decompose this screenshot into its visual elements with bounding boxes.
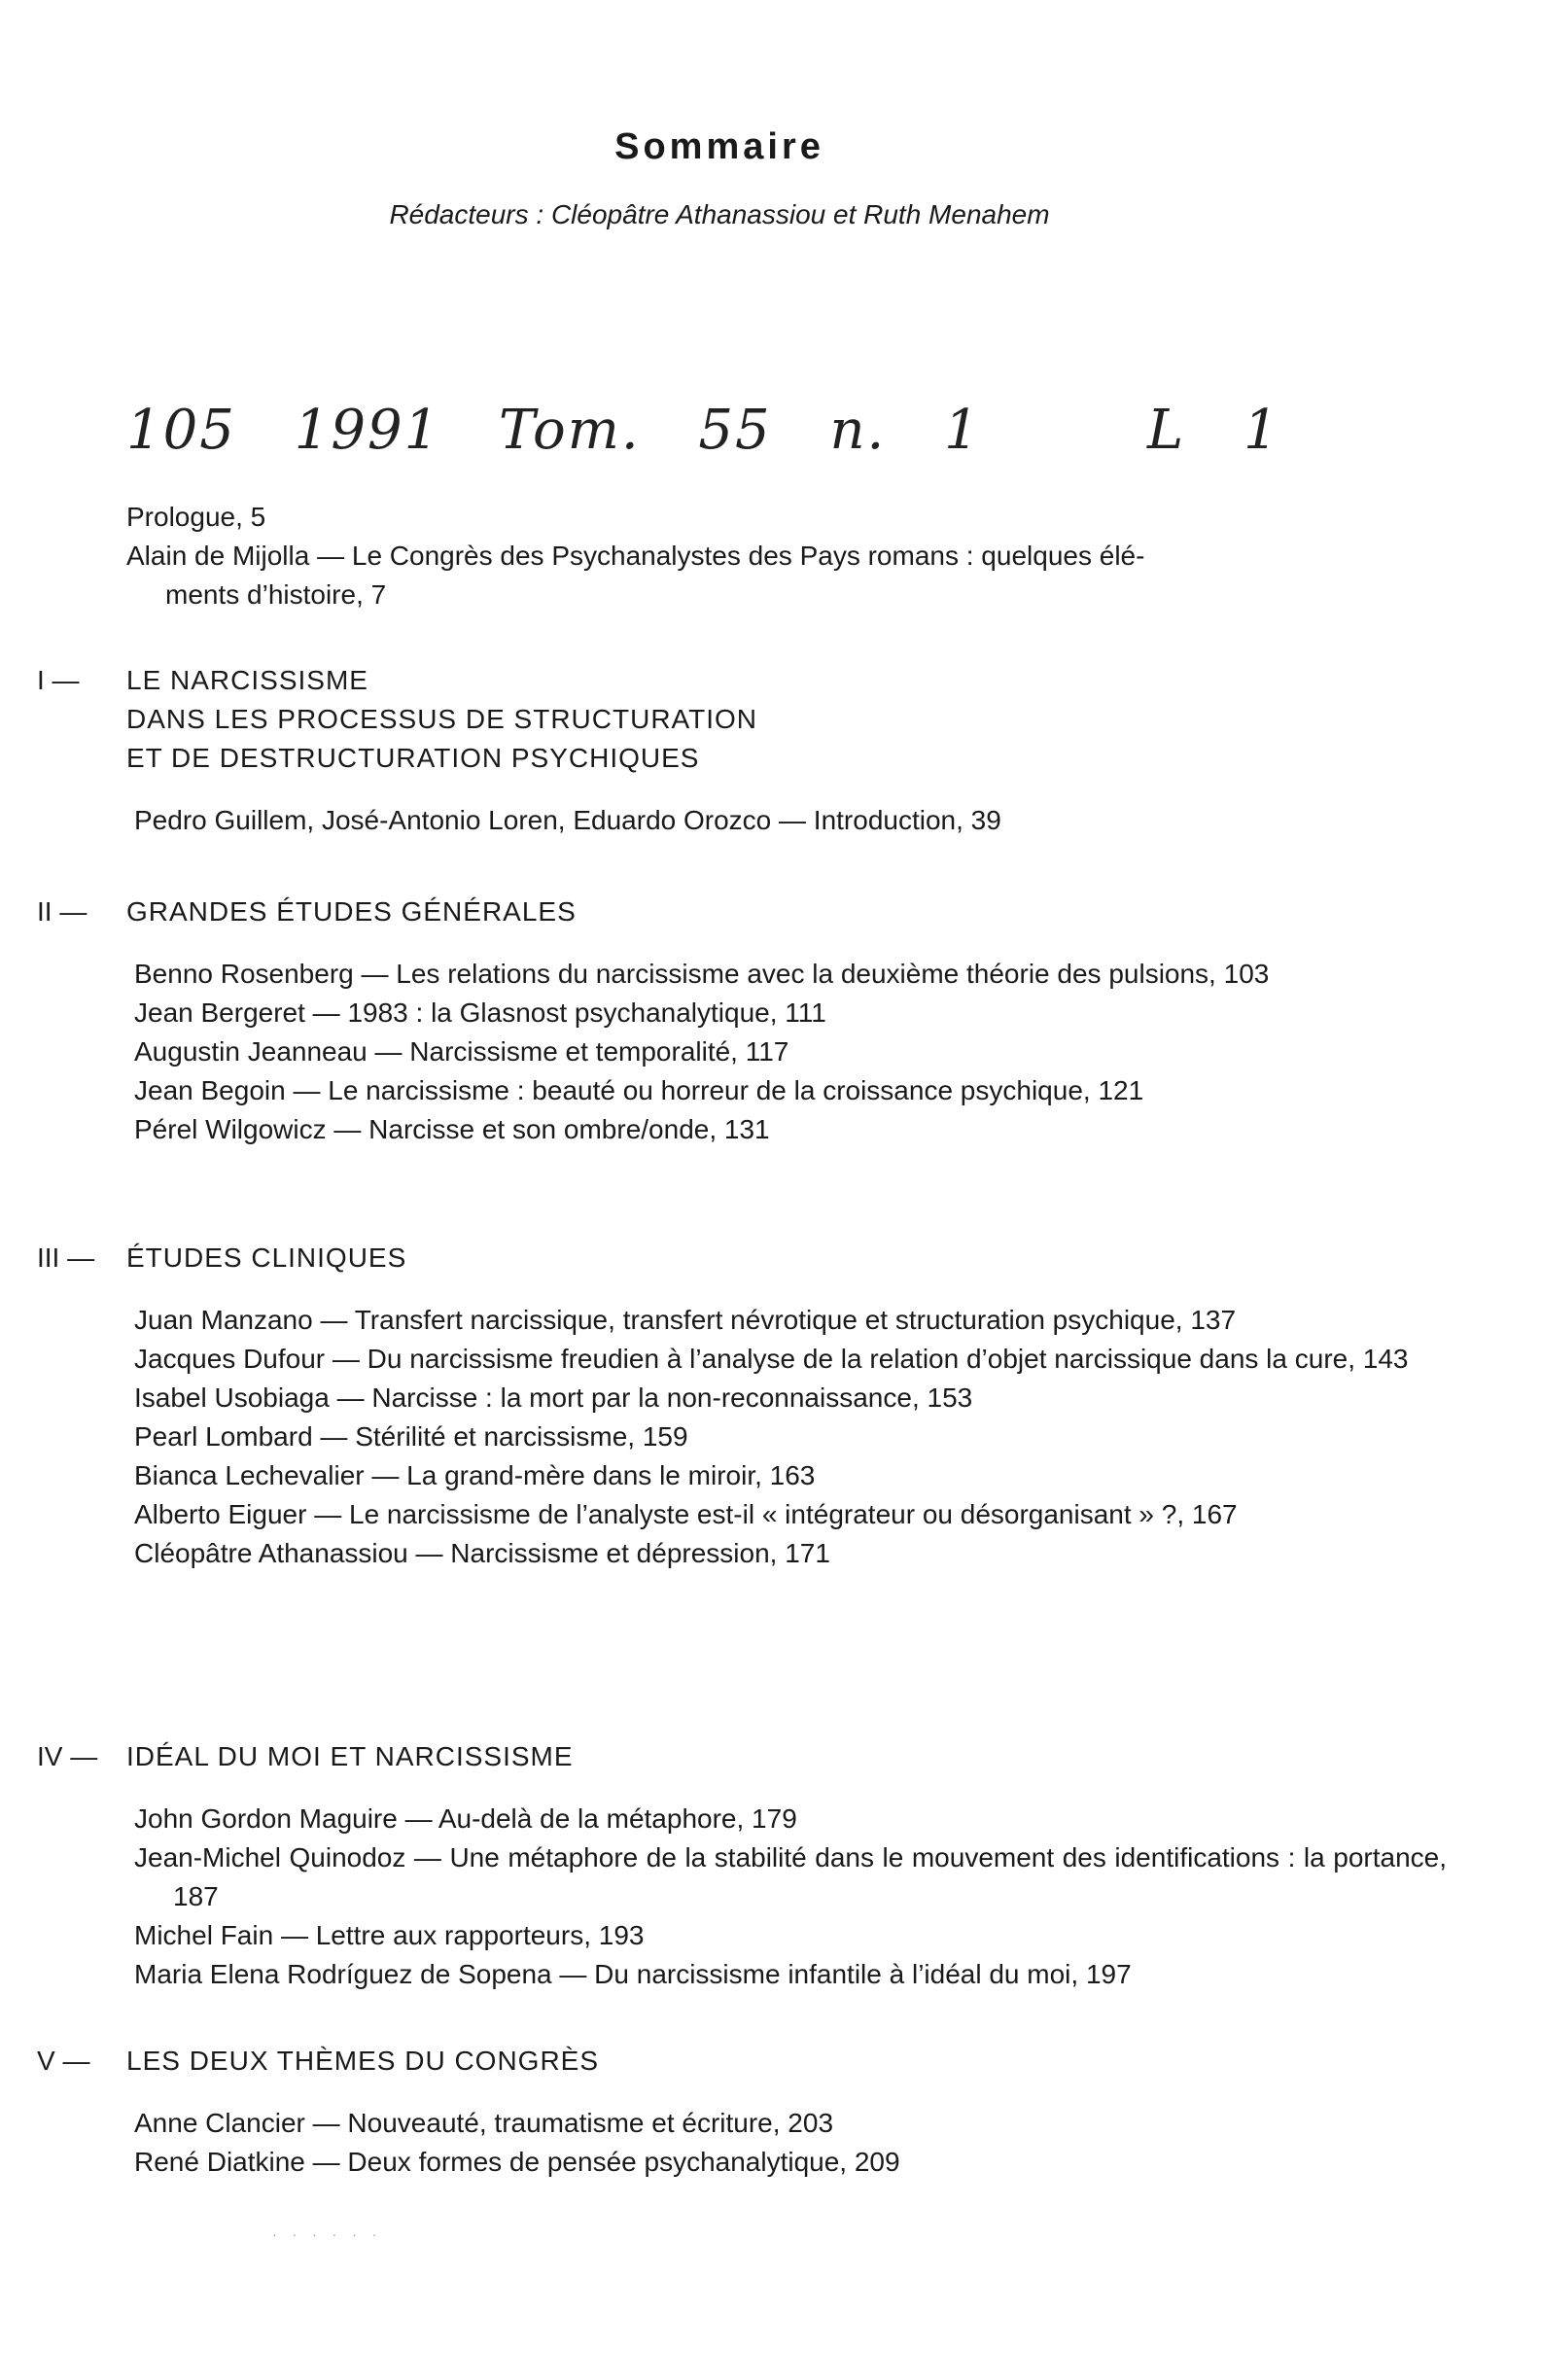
section-title	[126, 1239, 406, 1278]
toc-entry-text: Prologue, 5	[126, 502, 266, 532]
toc-entry: Augustin Jeanneau — Narcissisme et temporalité, 117	[134, 1036, 789, 1067]
section-entries	[134, 1800, 1447, 1994]
toc-entry: Cléopâtre Athanassiou — Narcissisme et dépression, 171	[134, 1538, 830, 1568]
toc-entry: Pedro Guillem, José-Antonio Loren, Eduardo Orozco — Introduction, 39	[134, 805, 1001, 835]
toc-entry: Alberto Eiguer — Le narcissisme de l’analyste est-il « intégrateur ou désorganisant » ?, 167	[134, 1499, 1238, 1529]
toc-entry: Jean Begoin — Le narcissisme : beauté ou horreur de la croissance psychique, 121	[134, 1075, 1144, 1105]
toc-entry: Pearl Lombard — Stérilité et narcissisme, 159	[134, 1421, 688, 1452]
handwritten-reference: 105 1991 Tom. 55 n. 1	[126, 399, 981, 462]
toc-entry-prologue	[126, 498, 1449, 537]
toc-entry: Anne Clancier — Nouveauté, traumatisme et écriture, 203	[134, 2108, 834, 2138]
section-5	[37, 2042, 1447, 2182]
toc-entry: Jacques Dufour — Du narcissisme freudien à l’analyse de la relation d’objet narcissique dans la cure, 143	[134, 1344, 1409, 1374]
section-title-line: LE NARCISSISME	[126, 665, 368, 695]
handwritten-shelf-mark: L 1	[1147, 399, 1280, 462]
toc-entry-text: Alain de Mijolla — Le Congrès des Psychanalystes des Pays romans : quelques élé-	[126, 541, 1145, 571]
editors-line: Rédacteurs : Cléopâtre Athanassiou et Ruth Menahem	[389, 199, 1050, 229]
toc-entry: Jean-Michel Quinodoz — Une métaphore de la stabilité dans le mouvement des identifications : la portance, 187	[134, 1842, 1447, 1911]
toc-entry: Pérel Wilgowicz — Narcisse et son ombre/onde, 131	[134, 1114, 770, 1144]
section-number: I —	[37, 665, 80, 695]
section-title	[126, 892, 577, 931]
section-title	[126, 1737, 574, 1776]
toc-entry: Michel Fain — Lettre aux rapporteurs, 193	[134, 1920, 645, 1950]
section-title-line: ÉTUDES CLINIQUES	[126, 1242, 407, 1273]
section-2	[37, 892, 1447, 1149]
section-number: III —	[37, 1242, 95, 1273]
section-entries	[134, 955, 1447, 1149]
section-title-line: IDÉAL DU MOI ET NARCISSISME	[126, 1741, 574, 1771]
section-number: IV —	[37, 1741, 98, 1771]
toc-entry: Juan Manzano — Transfert narcissique, transfert névrotique et structuration psychique, 137	[134, 1305, 1237, 1335]
section-1	[37, 661, 1447, 840]
section-title-line: LES DEUX THÈMES DU CONGRÈS	[126, 2046, 600, 2076]
section-title-line: ET DE DESTRUCTURATION PSYCHIQUES	[126, 743, 700, 773]
toc-entry: John Gordon Maguire — Au-delà de la métaphore, 179	[134, 1803, 797, 1834]
section-entries	[134, 801, 1447, 840]
toc-entry: Benno Rosenberg — Les relations du narcissisme avec la deuxième théorie des pulsions, 103	[134, 959, 1270, 989]
section-3	[37, 1239, 1447, 1573]
section-title	[126, 2042, 599, 2081]
toc-entry-continuation: ments d’histoire, 7	[165, 579, 387, 610]
section-title-line: DANS LES PROCESSUS DE STRUCTURATION	[126, 704, 758, 734]
section-entries	[134, 2104, 1447, 2182]
page-title: Sommaire	[614, 126, 824, 167]
section-title-line: GRANDES ÉTUDES GÉNÉRALES	[126, 896, 577, 927]
section-heading	[37, 661, 1447, 778]
section-4	[37, 1737, 1447, 1994]
toc-entry: René Diatkine — Deux formes de pensée psychanalytique, 209	[134, 2147, 900, 2177]
toc-entry: Bianca Lechevalier — La grand-mère dans le miroir, 163	[134, 1460, 816, 1490]
toc-entry-mijolla	[126, 537, 1449, 614]
intro-entries	[126, 498, 1449, 614]
section-heading	[37, 2042, 1447, 2081]
section-heading	[37, 892, 1447, 931]
section-number: V —	[37, 2046, 90, 2076]
section-number: II —	[37, 896, 88, 927]
toc-entry: Isabel Usobiaga — Narcisse : la mort par la non-reconnaissance, 153	[134, 1382, 973, 1413]
section-heading	[37, 1737, 1447, 1776]
handwritten-annotation	[126, 399, 1280, 462]
toc-entry: Maria Elena Rodríguez de Sopena — Du narcissisme infantile à l’idéal du moi, 197	[134, 1959, 1132, 1989]
scan-speckle: · · · · · ·	[272, 2226, 383, 2242]
section-entries	[134, 1301, 1447, 1573]
section-title	[126, 661, 757, 778]
toc-entry: Jean Bergeret — 1983 : la Glasnost psychanalytique, 111	[134, 998, 826, 1028]
section-heading	[37, 1239, 1447, 1278]
